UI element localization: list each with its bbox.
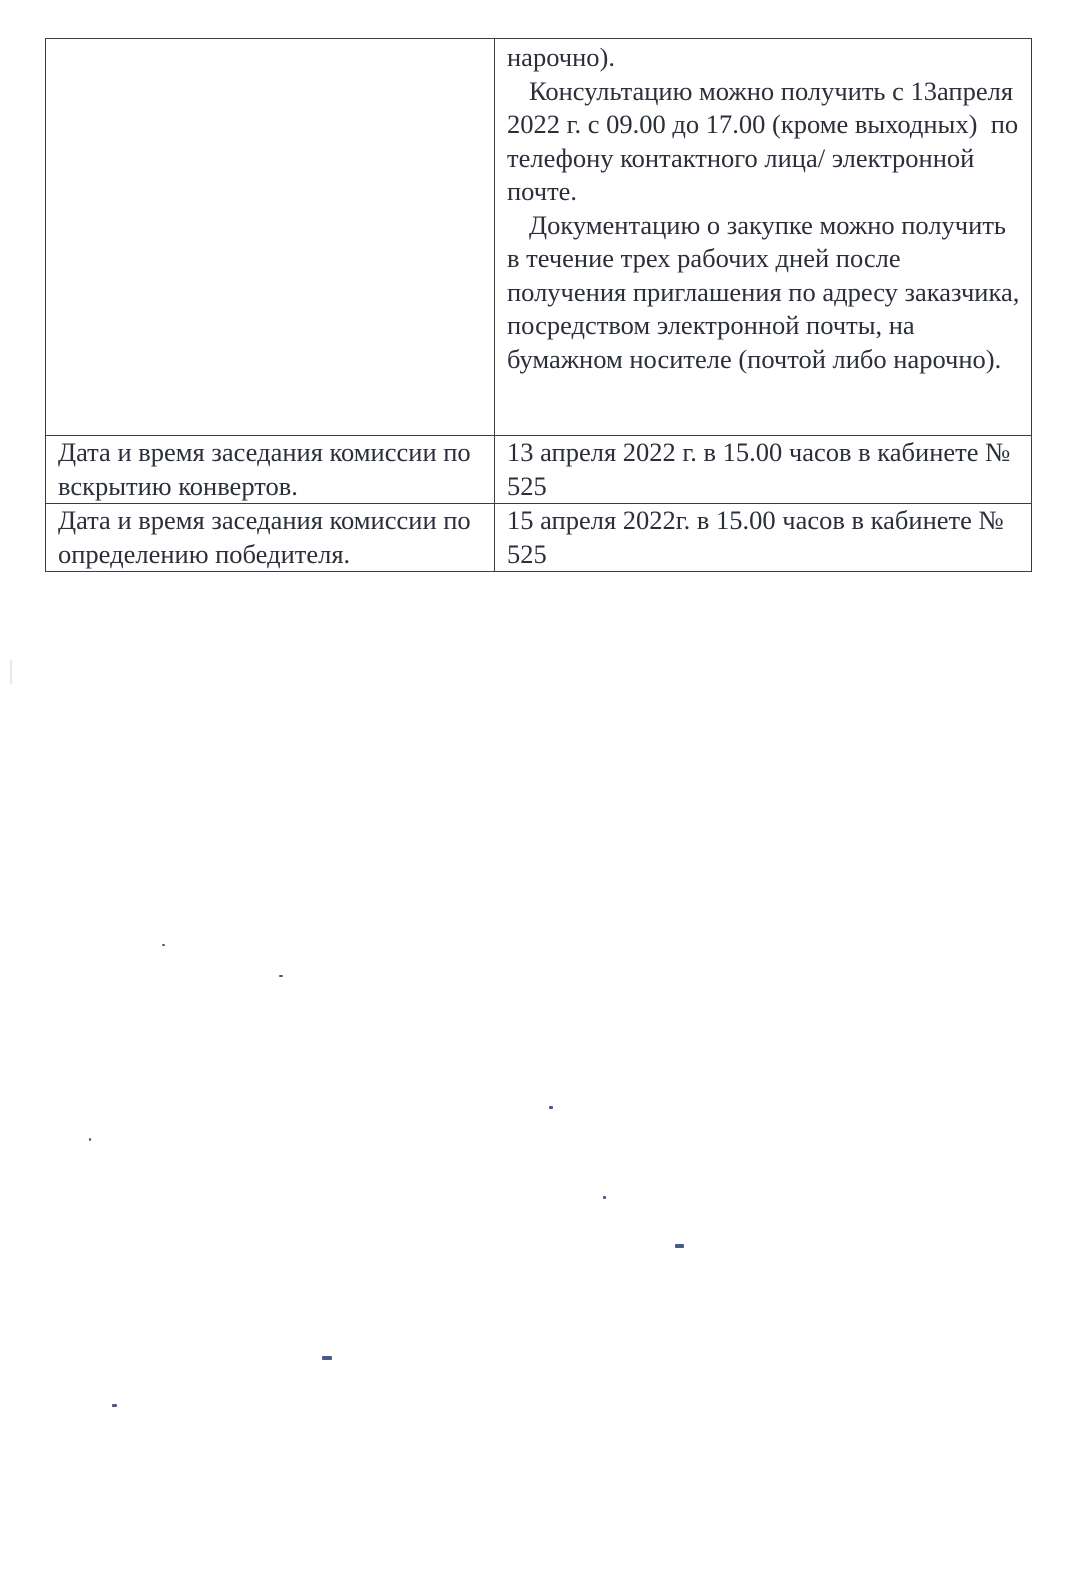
scan-speck <box>10 660 12 684</box>
envelope-opening-label: Дата и время заседания комиссии по вскрытию конвертов. <box>46 436 495 504</box>
scan-speck <box>89 1138 91 1141</box>
paragraph-consultation: Консультацию можно получить с 13апреля 2022 г. с 09.00 до 17.00 (кроме выходных) по телефону контактного лица/ электронной почте. <box>507 75 1025 206</box>
scan-speck <box>112 1404 117 1407</box>
procurement-info-table <box>45 38 1032 572</box>
paragraph-continuation: нарочно). <box>507 42 615 72</box>
envelope-opening-value: 13 апреля 2022 г. в 15.00 часов в кабинете № 525 <box>495 436 1032 504</box>
empty-label-cell <box>46 39 495 436</box>
scan-speck <box>279 975 283 977</box>
table-row-documentation <box>46 39 1032 436</box>
winner-selection-label: Дата и время заседания комиссии по определению победителя. <box>46 504 495 572</box>
table-row-winner-selection <box>46 504 1032 572</box>
scan-speck <box>322 1356 332 1360</box>
paragraph-documentation: Документацию о закупке можно получить в течение трех рабочих дней после получения приглашения по адресу заказчика, посредством электронной почты, на бумажном носителе (почтой либо нарочно). <box>507 209 1026 374</box>
scan-speck <box>675 1244 684 1248</box>
winner-selection-value: 15 апреля 2022г. в 15.00 часов в кабинете № 525 <box>495 504 1032 572</box>
scan-speck <box>603 1196 606 1199</box>
table-row-envelope-opening <box>46 436 1032 504</box>
scan-speck <box>162 944 165 946</box>
documentation-info-cell <box>495 39 1032 436</box>
scan-speck <box>549 1106 553 1109</box>
